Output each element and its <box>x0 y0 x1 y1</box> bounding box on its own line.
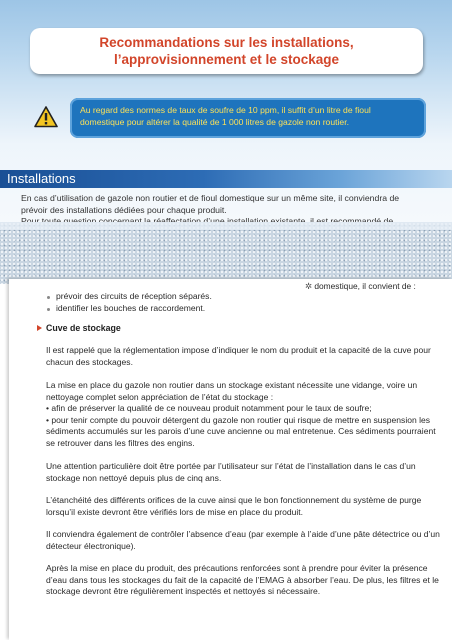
scan-noise-band <box>0 222 452 284</box>
warning-triangle-icon <box>34 106 58 128</box>
text-line: chacun des stockages. <box>46 356 133 367</box>
fragment-text: domestique, il convient de : <box>314 281 416 291</box>
text-line: se retrouver dans les filtres des engins. <box>46 437 195 448</box>
paragraph <box>46 495 446 518</box>
paragraph <box>46 345 446 368</box>
paragraph <box>46 461 446 484</box>
list-item: identifier les bouches de raccordement. <box>46 303 212 315</box>
page-title-line2: l’approvisionnement et le stockage <box>113 52 340 67</box>
scan-noise-edge <box>0 222 452 230</box>
page-title-line1: Recommandations sur les installations, <box>99 35 354 50</box>
text-line: d’eau dans tous les stockages du fait de la capacité de l’EMAG à absorber l’eau. De plus, les filtres et le <box>46 574 439 585</box>
text-line: • afin de préserver la qualité de ce nouveau produit notamment pour le taux de soufre; <box>46 403 372 414</box>
bullet-list <box>46 291 212 314</box>
text-line: détecteur électronique). <box>46 540 136 551</box>
text-line: stockage non nettoyé depuis plus de cinq ans. <box>46 472 222 483</box>
intro-line: En cas d’utilisation de gazole non routier et de fioul domestique sur un même site, il conviendra de <box>21 193 400 203</box>
title-box <box>30 28 423 74</box>
text-line: La mise en place du gazole non routier dans un stockage existant nécessite une vidange, voire un <box>46 380 418 390</box>
subheading-text: Cuve de stockage <box>46 323 121 333</box>
top-sheet <box>0 0 452 240</box>
text-line: Une attention particulière doit être portée par l’utilisateur sur l’état de l’installation dans le cas d’un <box>46 461 416 471</box>
paragraph <box>46 380 446 450</box>
warning-text-line1: Au regard des normes de taux de soufre de 10 ppm, il suffit d’un litre de fioul <box>80 105 371 115</box>
text-line: Après la mise en place du produit, des précautions renforcées sont à prendre pour éviter la présence <box>46 563 428 573</box>
paragraph <box>46 529 446 552</box>
section-band <box>0 170 452 188</box>
text-line: sédiments accumulés sur les parois d’une cuve ancienne ou mal entretenue. Ces sédiments pourraient <box>46 426 436 437</box>
triangle-bullet-icon <box>37 325 42 331</box>
text-line: Il conviendra également de contrôler l’absence d’eau (par exemple à l’aide d’une pâte détectrice ou d’un <box>46 529 440 539</box>
paragraph <box>46 563 446 598</box>
text-line: L’étanchéité des différents orifices de la cuve ainsi que le bon fonctionnement du système de purge <box>46 495 422 505</box>
text-line: Il est rappelé que la réglementation impose d’indiquer le nom du produit et la capacité de la cuve pour <box>46 345 431 355</box>
text-line: stockage devront être régulièrement inspectés et nettoyés si nécessaire. <box>46 586 321 597</box>
intro-line: prévoir des installations dédiées pour chaque produit. <box>21 204 227 215</box>
text-line: lorsqu’il existe devront être vérifiés lors de mise en place du produit. <box>46 506 304 517</box>
warning-callout <box>34 98 428 138</box>
warning-text-line2: domestique pour altérer la qualité de 1 000 litres de gazole non routier. <box>80 116 349 127</box>
text-line: nettoyage complet selon appréciation de l’état du stockage : <box>46 391 274 402</box>
text-line: • pour tenir compte du pouvoir détergent du gazole non routier qui risque de mettre en suspension les <box>46 414 431 425</box>
asterisk-icon: ✲ <box>305 281 315 291</box>
list-item: prévoir des circuits de réception séparés. <box>46 291 212 303</box>
subheading <box>37 323 121 333</box>
warning-box <box>70 98 426 138</box>
paper-sheet <box>9 279 452 640</box>
section-title: Installations <box>7 171 76 186</box>
fragment-line <box>305 281 416 293</box>
